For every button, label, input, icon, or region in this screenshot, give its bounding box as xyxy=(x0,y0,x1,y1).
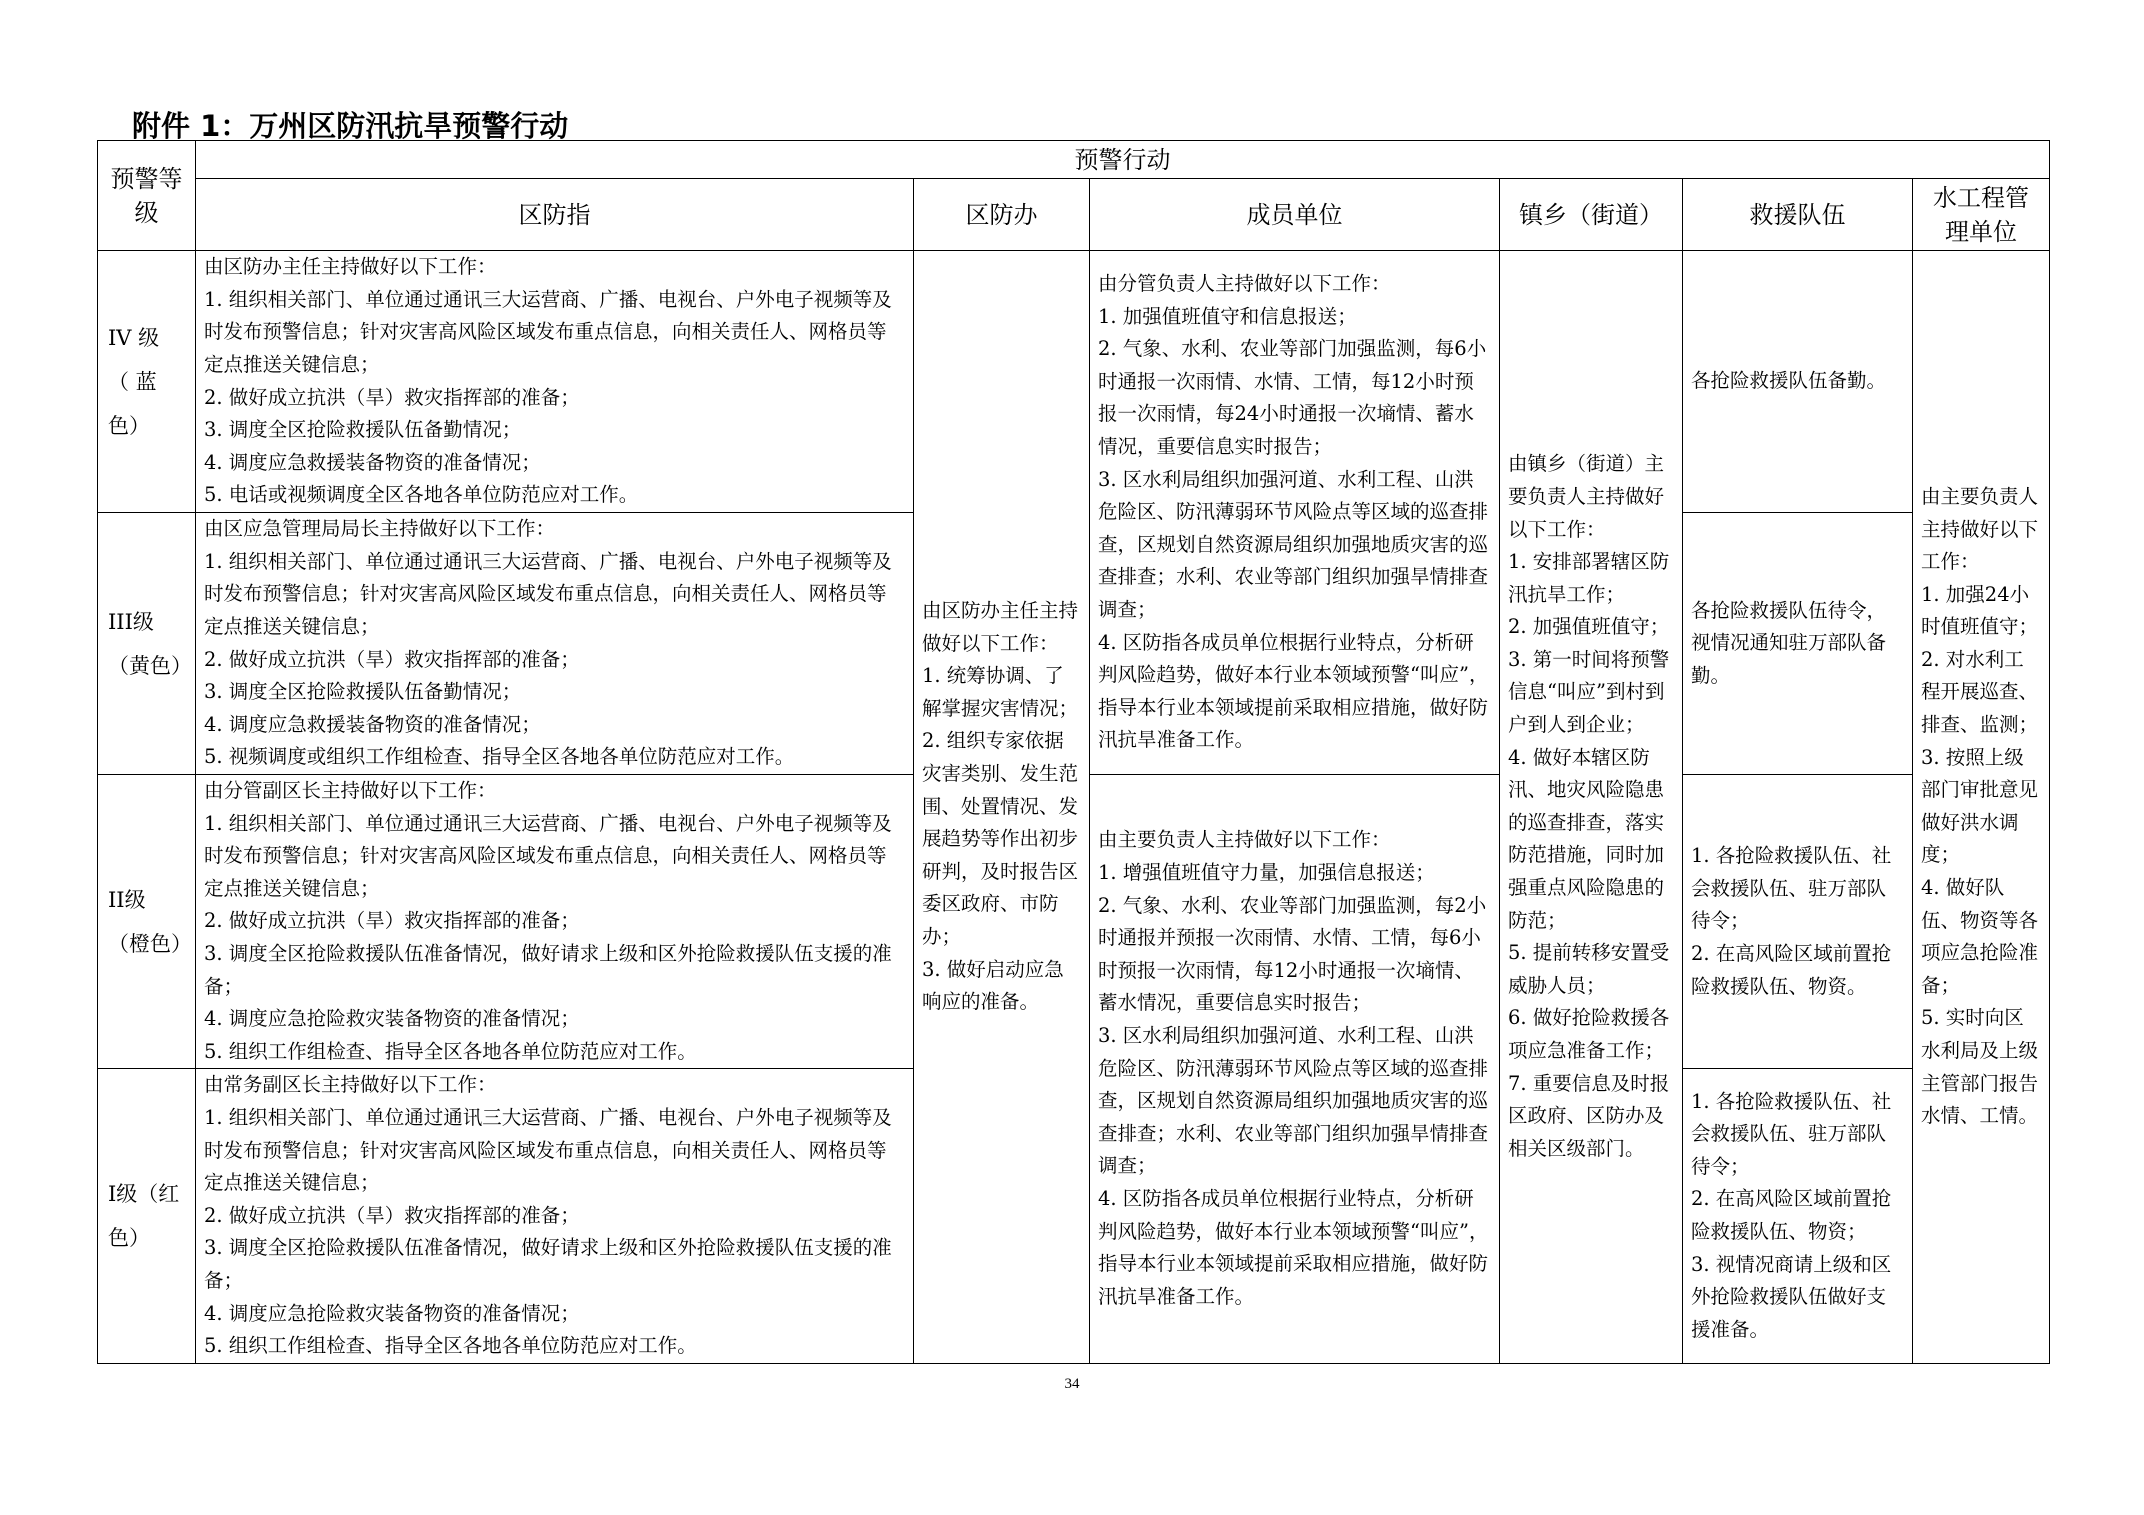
jydw-line: 各抢险救援队伍待令，视情况通知驻万部队备勤。 xyxy=(1691,598,1887,687)
jydw-line: 1. 各抢险救援队伍、社会救援队伍、驻万部队待令； xyxy=(1691,1089,1892,1178)
qfb-line: 2. 组织专家依据灾害类别、发生范围、处置情况、发展趋势等作出初步研判，及时报告区委区政府、市防办； xyxy=(922,729,1079,948)
qfz-line: 2. 做好成立抗洪（旱）救灾指挥部的准备； xyxy=(204,385,580,409)
sgc-line: 5. 实时向区水利局及上级主管部门报告水情、工情。 xyxy=(1921,1006,2039,1128)
qfz-line: 1. 组织相关部门、单位通过通讯三大运营商、广播、电视台、户外电子视频等及时发布预警信息；针对灾害高风险区域发布重点信息，向相关责任人、网格员等定点推送关键信息； xyxy=(204,811,892,900)
sgc-line: 3. 按照上级部门审批意见做好洪水调度； xyxy=(1921,745,2039,867)
cydw-line: 2. 气象、水利、农业等部门加强监测，每6小时通报一次雨情、水情、工情，每12小时预报一次雨情，每24小时通报一次墒情、蓄水情况，重要信息实时报告； xyxy=(1098,337,1487,459)
jydw-line: 2. 在高风险区域前置抢险救援队伍、物资。 xyxy=(1691,941,1892,998)
grade-cell: I级（红色） xyxy=(98,1069,196,1363)
cydw-line: 3. 区水利局组织加强河道、水利工程、山洪危险区、防汛薄弱环节风险点等区域的巡查排查，区规划自然资源局组织加强地质灾害的巡查排查；水利、农业等部门组织加强旱情排查调查； xyxy=(1098,1023,1489,1178)
zx-line: 4. 做好本辖区防汛、地灾风险隐患的巡查排查，落实防范措施，同时加强重点风险隐患的防范； xyxy=(1508,745,1665,932)
header-jydw: 救援队伍 xyxy=(1683,179,1913,251)
qfz-line: 4. 调度应急救援装备物资的准备情况； xyxy=(204,712,541,736)
zx-line: 7. 重要信息及时报区政府、区防办及相关区级部门。 xyxy=(1508,1071,1670,1160)
header-cydw: 成员单位 xyxy=(1090,179,1500,251)
jydw-line: 各抢险救援队伍备勤。 xyxy=(1691,369,1887,393)
cydw-line: 4. 区防指各成员单位根据行业特点，分析研判风险趋势，做好本行业本领域预警“叫应”，指导本行业本领域提前采取相应措施，做好防汛抗旱准备工作。 xyxy=(1098,630,1489,752)
sgc-line: 4. 做好队伍、物资等各项应急抢险准备； xyxy=(1921,876,2039,997)
zx-line: 6. 做好抢险救援各项应急准备工作； xyxy=(1508,1006,1670,1062)
grade-cell: III级（黄色） xyxy=(98,513,196,775)
qfz-line: 2. 做好成立抗洪（旱）救灾指挥部的准备； xyxy=(204,909,580,933)
qfz-line: 2. 做好成立抗洪（旱）救灾指挥部的准备； xyxy=(204,647,580,671)
qfz-line: 1. 组织相关部门、单位通过通讯三大运营商、广播、电视台、户外电子视频等及时发布预警信息；针对灾害高风险区域发布重点信息，向相关责任人、网格员等定点推送关键信息； xyxy=(204,287,892,376)
warning-action-table xyxy=(97,140,2050,1364)
header-qfb: 区防办 xyxy=(914,179,1090,251)
grade-cell: II级（橙色） xyxy=(98,775,196,1069)
table-row xyxy=(98,251,2050,513)
qfb-line: 1. 统筹协调、了解掌握灾害情况； xyxy=(922,664,1079,720)
cydw-line: 4. 区防指各成员单位根据行业特点，分析研判风险趋势，做好本行业本领域预警“叫应”，指导本行业本领域提前采取相应措施，做好防汛抗旱准备工作。 xyxy=(1098,1186,1489,1308)
qfb-line: 3. 做好启动应急响应的准备。 xyxy=(922,957,1064,1014)
cydw-line: 1. 增强值班值守力量，加强信息报送； xyxy=(1098,860,1435,884)
qfz-cell xyxy=(196,251,914,513)
qfz-line: 2. 做好成立抗洪（旱）救灾指挥部的准备； xyxy=(204,1203,580,1227)
sgc-line: 2. 对水利工程开展巡查、排查、监测； xyxy=(1921,647,2039,737)
jydw-line: 1. 各抢险救援队伍、社会救援队伍、驻万部队待令； xyxy=(1691,844,1892,933)
jydw-line: 2. 在高风险区域前置抢险救援队伍、物资； xyxy=(1691,1187,1892,1244)
qfb-cell xyxy=(914,251,1090,1364)
qfz-line: 由区防办主任主持做好以下工作： xyxy=(204,255,497,279)
jydw-line: 3. 视情况商请上级和区外抢险救援队伍做好支援准备。 xyxy=(1691,1252,1892,1341)
qfz-line: 3. 调度全区抢险救援队伍备勤情况； xyxy=(204,418,522,442)
jydw-cell xyxy=(1683,251,1913,513)
qfz-line: 4. 调度应急抢险救灾装备物资的准备情况； xyxy=(204,1301,580,1325)
cydw-lower-cell xyxy=(1090,775,1500,1364)
cydw-upper-cell xyxy=(1090,251,1500,775)
header-warning-action: 预警行动 xyxy=(196,141,2050,179)
cydw-line: 由主要负责人主持做好以下工作： xyxy=(1098,828,1391,852)
zx-line: 由镇乡（街道）主要负责人主持做好以下工作： xyxy=(1508,452,1665,541)
page-title: 附件 1：万州区防汛抗旱预警行动 xyxy=(132,109,569,143)
grade-cell: IV 级 （ 蓝 色） xyxy=(98,251,196,513)
header-sgc: 水工程管理单位 xyxy=(1913,179,2050,251)
header-zx: 镇乡（街道） xyxy=(1500,179,1683,251)
zx-line: 3. 第一时间将预警信息“叫应”到村到户到人到企业； xyxy=(1508,647,1670,737)
cydw-line: 1. 加强值班值守和信息报送； xyxy=(1098,304,1357,328)
qfz-line: 3. 调度全区抢险救援队伍准备情况，做好请求上级和区外抢险救援队伍支援的准备； xyxy=(204,1236,892,1292)
qfz-line: 由常务副区长主持做好以下工作： xyxy=(204,1073,497,1097)
qfz-line: 4. 调度应急救援装备物资的准备情况； xyxy=(204,450,541,474)
header-qfz: 区防指 xyxy=(196,179,914,251)
cydw-line: 由分管负责人主持做好以下工作： xyxy=(1098,272,1391,296)
page-number: 34 xyxy=(1064,1376,1080,1392)
jydw-cell xyxy=(1683,775,1913,1069)
sgc-line: 由主要负责人主持做好以下工作： xyxy=(1921,484,2039,574)
zx-cell xyxy=(1500,251,1683,1364)
jydw-cell xyxy=(1683,1069,1913,1363)
sgc-line: 1. 加强24小时值班值守； xyxy=(1921,582,2039,639)
qfz-line: 5. 组织工作组检查、指导全区各地各单位防范应对工作。 xyxy=(204,1334,697,1358)
cydw-line: 3. 区水利局组织加强河道、水利工程、山洪危险区、防汛薄弱环节风险点等区域的巡查排查，区规划自然资源局组织加强地质灾害的巡查排查；水利、农业等部门组织加强旱情排查调查； xyxy=(1098,467,1489,621)
qfz-line: 5. 电话或视频调度全区各地各单位防范应对工作。 xyxy=(204,483,639,507)
qfz-cell xyxy=(196,775,914,1069)
qfz-line: 1. 组织相关部门、单位通过通讯三大运营商、广播、电视台、户外电子视频等及时发布预警信息；针对灾害高风险区域发布重点信息，向相关责任人、网格员等定点推送关键信息； xyxy=(204,1105,892,1195)
qfz-line: 4. 调度应急抢险救灾装备物资的准备情况； xyxy=(204,1007,580,1031)
cydw-line: 2. 气象、水利、农业等部门加强监测，每2小时通报并预报一次雨情、水情、工情，每6小时预报一次雨情，每12小时通报一次墒情、蓄水情况，重要信息实时报告； xyxy=(1098,893,1487,1015)
zx-line: 5. 提前转移安置受威胁人员； xyxy=(1508,941,1670,997)
qfz-line: 1. 组织相关部门、单位通过通讯三大运营商、广播、电视台、户外电子视频等及时发布预警信息；针对灾害高风险区域发布重点信息，向相关责任人、网格员等定点推送关键信息； xyxy=(204,549,892,638)
qfb-line: 由区防办主任主持做好以下工作： xyxy=(922,598,1079,655)
qfz-cell xyxy=(196,1069,914,1363)
zx-line: 1. 安排部署辖区防汛抗旱工作； xyxy=(1508,550,1670,606)
qfz-line: 5. 视频调度或组织工作组检查、指导全区各地各单位防范应对工作。 xyxy=(204,745,795,769)
qfz-line: 由分管副区长主持做好以下工作： xyxy=(204,779,497,802)
header-warning-level: 预警等级 xyxy=(98,141,196,251)
jydw-cell xyxy=(1683,513,1913,775)
qfz-cell xyxy=(196,513,914,775)
zx-line: 2. 加强值班值守； xyxy=(1508,615,1670,639)
qfz-line: 由区应急管理局局长主持做好以下工作： xyxy=(204,517,556,541)
sgc-cell xyxy=(1913,251,2050,1364)
qfz-line: 3. 调度全区抢险救援队伍备勤情况； xyxy=(204,680,522,704)
qfz-line: 3. 调度全区抢险救援队伍准备情况，做好请求上级和区外抢险救援队伍支援的准备； xyxy=(204,941,892,998)
qfz-line: 5. 组织工作组检查、指导全区各地各单位防范应对工作。 xyxy=(204,1039,697,1063)
